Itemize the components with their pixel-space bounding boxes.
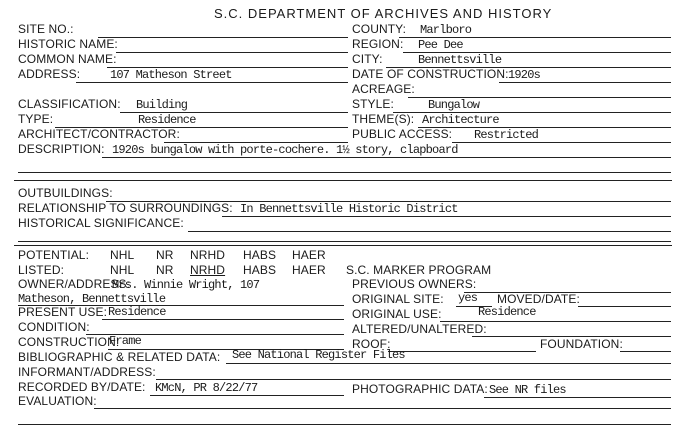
condition-label: CONDITION: xyxy=(18,320,90,334)
altered-label: ALTERED/UNALTERED: xyxy=(352,322,487,336)
evaluation-line-1 xyxy=(94,408,671,409)
classification-value: Building xyxy=(136,98,188,112)
date-construction-value: 1920s xyxy=(508,68,541,82)
listed-habs: HABS xyxy=(243,263,277,277)
style-label: STYLE: xyxy=(352,97,394,111)
themes-value: Architecture xyxy=(422,113,499,127)
outbuildings-label: OUTBUILDINGS: xyxy=(18,186,113,200)
public-access-label: PUBLIC ACCESS: xyxy=(352,127,453,141)
type-label: TYPE: xyxy=(18,112,54,126)
date-construction-label: DATE OF CONSTRUCTION: xyxy=(352,67,509,81)
address-value: 107 Matheson Street xyxy=(110,68,232,82)
owner-value-line1: Mrs. Winnie Wright, 107 xyxy=(112,278,260,292)
bibliographic-value: See National Register Files xyxy=(232,348,405,362)
city-value: Bennettsville xyxy=(418,53,502,67)
themes-line xyxy=(418,127,671,128)
public-access-value: Restricted xyxy=(474,128,539,142)
description-label: DESCRIPTION: xyxy=(18,142,105,156)
original-site-label: ORIGINAL SITE: xyxy=(352,292,444,306)
original-site-value: yes xyxy=(458,291,478,305)
historical-significance-line-2 xyxy=(18,241,671,242)
historical-significance-label: HISTORICAL SIGNIFICANCE: xyxy=(18,216,184,230)
listed-label: LISTED: xyxy=(18,263,65,277)
acreage-label: ACREAGE: xyxy=(352,82,415,96)
themes-label: THEME(S): xyxy=(352,112,415,126)
roof-line xyxy=(388,351,536,352)
informant-label: INFORMANT/ADDRESS: xyxy=(18,365,156,379)
county-value: Marlboro xyxy=(420,23,472,37)
common-name-label: COMMON NAME: xyxy=(18,52,117,66)
marker-program-label: S.C. MARKER PROGRAM xyxy=(346,263,492,277)
listed-nr: NR xyxy=(156,263,174,277)
form-header: S.C. DEPARTMENT OF ARCHIVES AND HISTORY xyxy=(214,6,553,21)
public-access-line xyxy=(452,142,671,143)
classification-label: CLASSIFICATION: xyxy=(18,97,121,111)
description-line-2 xyxy=(18,172,671,173)
relationship-line xyxy=(222,216,671,217)
potential-nhl: NHL xyxy=(110,248,135,262)
section-divider-2 xyxy=(14,245,672,246)
potential-haer: HAER xyxy=(292,248,326,262)
present-use-label: PRESENT USE: xyxy=(18,305,108,319)
site-no-line xyxy=(98,37,348,38)
historic-name-label: HISTORIC NAME: xyxy=(18,37,118,51)
type-value: Residence xyxy=(138,113,196,127)
description-line-1 xyxy=(102,157,671,158)
photographic-data-line xyxy=(484,397,671,398)
present-use-line xyxy=(102,319,344,320)
section-divider-1 xyxy=(14,180,672,181)
evaluation-label: EVALUATION: xyxy=(18,394,97,408)
moved-date-line xyxy=(578,306,671,307)
potential-nrhd: NRHD xyxy=(190,248,226,262)
listed-haer: HAER xyxy=(292,263,326,277)
historical-significance-line-1 xyxy=(188,231,671,232)
description-value: 1920s bungalow with porte-cochere. 1½ story, clapboard xyxy=(112,143,458,157)
present-use-value: Residence xyxy=(108,305,166,319)
potential-label: POTENTIAL: xyxy=(18,248,90,262)
recorded-by-line xyxy=(150,395,344,396)
listed-nhl: NHL xyxy=(110,263,135,277)
recorded-by-value: KMcN, PR 8/22/77 xyxy=(155,381,258,395)
date-construction-line xyxy=(499,82,671,83)
construction-label: CONSTRUCTION: xyxy=(18,335,120,349)
city-label: CITY: xyxy=(352,52,383,66)
architect-label: ARCHITECT/CONTRACTOR: xyxy=(18,127,180,141)
bibliographic-line xyxy=(226,363,671,364)
address-label: ADDRESS: xyxy=(18,67,81,81)
informant-line xyxy=(156,379,671,380)
previous-owners-label: PREVIOUS OWNERS: xyxy=(352,277,477,291)
original-use-label: ORIGINAL USE: xyxy=(352,307,442,321)
evaluation-line-2 xyxy=(18,424,671,425)
address-line xyxy=(76,82,348,83)
construction-value: Frame xyxy=(109,334,142,348)
bibliographic-label: BIBLIOGRAPHIC & RELATED DATA: xyxy=(18,350,221,364)
foundation-label: FOUNDATION: xyxy=(540,337,623,351)
county-label: COUNTY: xyxy=(352,22,407,36)
moved-date-label: MOVED/DATE: xyxy=(497,292,580,306)
photographic-data-value: See NR files xyxy=(489,383,566,397)
site-no-label: SITE NO.: xyxy=(18,22,74,36)
listed-nrhd-selected: NRHD xyxy=(190,263,226,277)
relationship-label: RELATIONSHIP TO SURROUNDINGS: xyxy=(18,201,233,215)
roof-label: ROOF: xyxy=(352,337,391,351)
region-value: Pee Dee xyxy=(418,38,463,52)
region-label: REGION: xyxy=(352,37,404,51)
relationship-value: In Bennettsville Historic District xyxy=(240,202,458,216)
historic-name-line xyxy=(116,52,348,53)
potential-habs: HABS xyxy=(243,248,277,262)
style-value: Bungalow xyxy=(428,98,480,112)
potential-nr: NR xyxy=(156,248,174,262)
recorded-by-label: RECORDED BY/DATE: xyxy=(18,380,146,394)
original-use-value: Residence xyxy=(478,305,536,319)
photographic-data-label: PHOTOGRAPHIC DATA: xyxy=(352,382,488,396)
foundation-line xyxy=(620,351,671,352)
owner-value-line2: Matheson, Bennettsville xyxy=(18,292,166,306)
owner-address-label: OWNER/ADDRESS: xyxy=(18,277,131,291)
